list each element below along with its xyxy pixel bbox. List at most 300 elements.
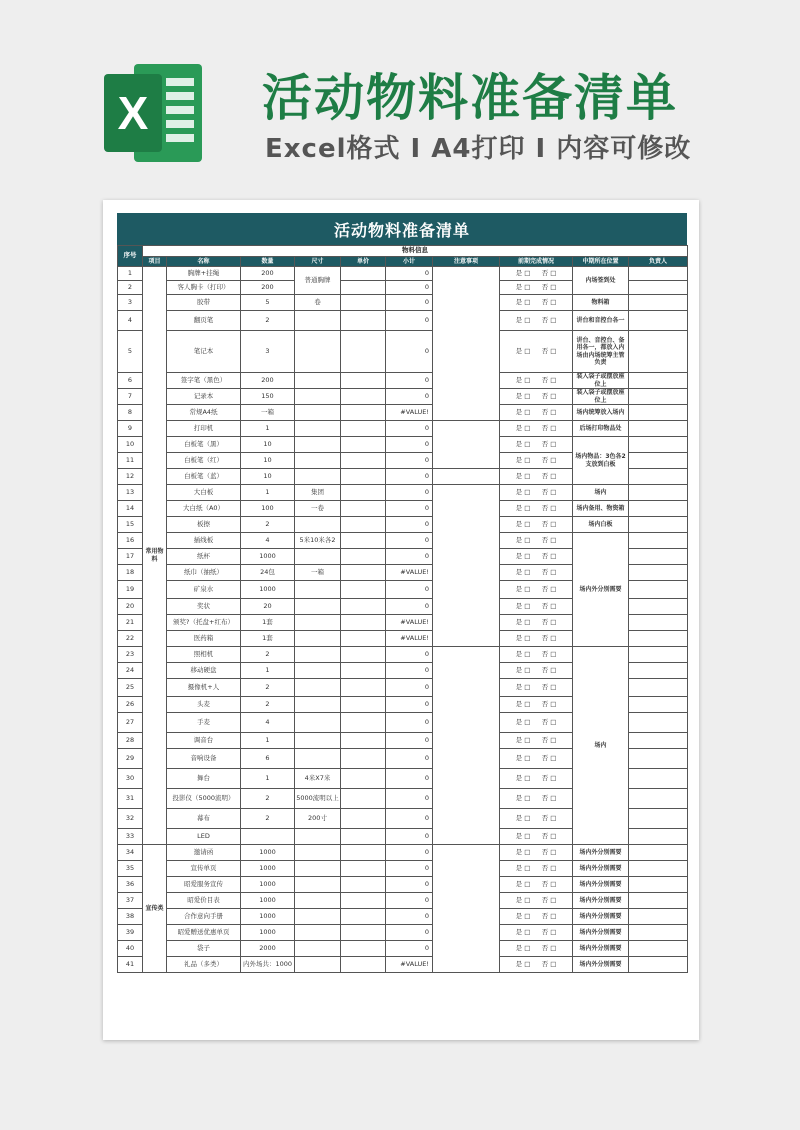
cell-position: 物料箱 bbox=[573, 295, 629, 311]
cell-done[interactable] bbox=[500, 647, 573, 663]
checkbox-no[interactable]: 否 □ bbox=[541, 282, 557, 291]
checkbox-no[interactable]: 否 □ bbox=[541, 519, 557, 528]
checkbox-yes[interactable]: 是 □ bbox=[515, 649, 531, 658]
table-row bbox=[118, 517, 688, 533]
checkbox-yes[interactable]: 是 □ bbox=[515, 282, 531, 291]
cell-size bbox=[295, 861, 341, 877]
cell-price bbox=[341, 501, 386, 517]
cell-seq: 18 bbox=[118, 565, 143, 581]
cell-notes bbox=[433, 647, 500, 845]
cell-owner bbox=[629, 501, 688, 517]
cell-seq: 25 bbox=[118, 679, 143, 697]
cell-owner bbox=[629, 389, 688, 405]
cell-done[interactable] bbox=[500, 809, 573, 829]
checkbox-no[interactable]: 否 □ bbox=[541, 927, 557, 936]
cell-price bbox=[341, 615, 386, 631]
col-header-done: 前期完成情况 bbox=[500, 257, 573, 267]
col-header-category: 项目 bbox=[143, 257, 167, 267]
checkbox-yes[interactable]: 是 □ bbox=[515, 927, 531, 936]
checkbox-yes[interactable]: 是 □ bbox=[515, 584, 531, 593]
cell-seq: 40 bbox=[118, 941, 143, 957]
cell-done[interactable] bbox=[500, 769, 573, 789]
checkbox-yes[interactable]: 是 □ bbox=[515, 895, 531, 904]
cell-done[interactable] bbox=[500, 565, 573, 581]
cell-seq: 11 bbox=[118, 453, 143, 469]
col-header-subtotal: 小计 bbox=[386, 257, 433, 267]
cell-price bbox=[341, 281, 386, 295]
checkbox-no[interactable]: 否 □ bbox=[541, 455, 557, 464]
cell-name: 摄像机+人 bbox=[167, 679, 241, 697]
cell-done[interactable] bbox=[500, 941, 573, 957]
cell-done[interactable] bbox=[500, 549, 573, 565]
cell-price bbox=[341, 517, 386, 533]
cell-position: 讲台、音控台、备用各一，都放入内场由内场统筹主管负责 bbox=[573, 331, 629, 373]
cell-price bbox=[341, 581, 386, 599]
checkbox-yes[interactable]: 是 □ bbox=[515, 735, 531, 744]
checkbox-no[interactable]: 否 □ bbox=[541, 297, 557, 306]
cell-qty: 200 bbox=[241, 267, 295, 281]
checkbox-yes[interactable]: 是 □ bbox=[515, 959, 531, 968]
cell-seq: 16 bbox=[118, 533, 143, 549]
cell-owner bbox=[629, 295, 688, 311]
cell-notes bbox=[433, 267, 500, 421]
checkbox-yes[interactable]: 是 □ bbox=[515, 471, 531, 480]
cell-price bbox=[341, 331, 386, 373]
cell-subtotal: 0 bbox=[386, 533, 433, 549]
checkbox-no[interactable]: 否 □ bbox=[541, 665, 557, 674]
cell-name: 调音台 bbox=[167, 733, 241, 749]
cell-owner bbox=[629, 599, 688, 615]
cell-qty: 1 bbox=[241, 421, 295, 437]
cell-seq: 19 bbox=[118, 581, 143, 599]
checkbox-yes[interactable]: 是 □ bbox=[515, 699, 531, 708]
cell-owner bbox=[629, 581, 688, 599]
cell-subtotal: 0 bbox=[386, 295, 433, 311]
cell-done[interactable] bbox=[500, 615, 573, 631]
cell-size: 集团 bbox=[295, 485, 341, 501]
checkbox-no[interactable]: 否 □ bbox=[541, 773, 557, 782]
cell-subtotal: 0 bbox=[386, 281, 433, 295]
table-row bbox=[118, 957, 688, 973]
cell-done[interactable] bbox=[500, 469, 573, 485]
checkbox-yes[interactable]: 是 □ bbox=[515, 297, 531, 306]
cell-name: 合作意向手册 bbox=[167, 909, 241, 925]
cell-done[interactable] bbox=[500, 957, 573, 973]
checkbox-yes[interactable]: 是 □ bbox=[515, 268, 531, 277]
checkbox-yes[interactable]: 是 □ bbox=[515, 455, 531, 464]
cell-position: 场内外分别需要 bbox=[573, 845, 629, 861]
cell-seq: 32 bbox=[118, 809, 143, 829]
cell-price bbox=[341, 829, 386, 845]
checkbox-no[interactable]: 否 □ bbox=[541, 879, 557, 888]
cell-name: 翻页笔 bbox=[167, 311, 241, 331]
cell-qty: 2 bbox=[241, 809, 295, 829]
checkbox-no[interactable]: 否 □ bbox=[541, 831, 557, 840]
cell-size: 普通胸牌 bbox=[295, 267, 341, 295]
cell-size bbox=[295, 957, 341, 973]
excel-letter: X bbox=[104, 74, 162, 152]
cell-seq: 14 bbox=[118, 501, 143, 517]
checkbox-yes[interactable]: 是 □ bbox=[515, 535, 531, 544]
cell-price bbox=[341, 405, 386, 421]
cell-price bbox=[341, 421, 386, 437]
table-wrapper bbox=[117, 213, 687, 973]
checkbox-yes[interactable]: 是 □ bbox=[515, 439, 531, 448]
cell-done[interactable] bbox=[500, 581, 573, 599]
cell-price bbox=[341, 599, 386, 615]
cell-price bbox=[341, 485, 386, 501]
cell-owner bbox=[629, 713, 688, 733]
checkbox-no[interactable]: 否 □ bbox=[541, 535, 557, 544]
cell-seq: 28 bbox=[118, 733, 143, 749]
cell-subtotal: #VALUE! bbox=[386, 631, 433, 647]
cell-owner bbox=[629, 437, 688, 453]
checkbox-no[interactable]: 否 □ bbox=[541, 793, 557, 802]
checkbox-no[interactable]: 否 □ bbox=[541, 682, 557, 691]
cell-done[interactable] bbox=[500, 845, 573, 861]
checkbox-no[interactable]: 否 □ bbox=[541, 407, 557, 416]
checkbox-no[interactable]: 否 □ bbox=[541, 268, 557, 277]
checkbox-yes[interactable]: 是 □ bbox=[515, 879, 531, 888]
checkbox-no[interactable]: 否 □ bbox=[541, 567, 557, 576]
checkbox-yes[interactable]: 是 □ bbox=[515, 943, 531, 952]
cell-owner bbox=[629, 663, 688, 679]
cell-size bbox=[295, 405, 341, 421]
checkbox-yes[interactable]: 是 □ bbox=[515, 567, 531, 576]
checkbox-no[interactable]: 否 □ bbox=[541, 847, 557, 856]
checkbox-yes[interactable]: 是 □ bbox=[515, 665, 531, 674]
cell-done[interactable] bbox=[500, 663, 573, 679]
cell-seq: 10 bbox=[118, 437, 143, 453]
cell-size: 卷 bbox=[295, 295, 341, 311]
cell-name: 笔记本 bbox=[167, 331, 241, 373]
cell-done[interactable] bbox=[500, 311, 573, 331]
cell-price bbox=[341, 311, 386, 331]
checkbox-no[interactable]: 否 □ bbox=[541, 346, 557, 355]
checkbox-no[interactable]: 否 □ bbox=[541, 813, 557, 822]
checkbox-yes[interactable]: 是 □ bbox=[515, 773, 531, 782]
cell-done[interactable] bbox=[500, 389, 573, 405]
cell-subtotal: 0 bbox=[386, 877, 433, 893]
checkbox-no[interactable]: 否 □ bbox=[541, 895, 557, 904]
checkbox-no[interactable]: 否 □ bbox=[541, 315, 557, 324]
checkbox-yes[interactable]: 是 □ bbox=[515, 793, 531, 802]
checkbox-no[interactable]: 否 □ bbox=[541, 601, 557, 610]
col-header-name: 名称 bbox=[167, 257, 241, 267]
cell-position: 场内外分别需要 bbox=[573, 957, 629, 973]
cell-size: 一卷 bbox=[295, 501, 341, 517]
cell-name: 常规A4纸 bbox=[167, 405, 241, 421]
cell-price bbox=[341, 957, 386, 973]
cell-price bbox=[341, 631, 386, 647]
checkbox-no[interactable]: 否 □ bbox=[541, 551, 557, 560]
cell-qty: 10 bbox=[241, 437, 295, 453]
table-row bbox=[118, 845, 688, 861]
cell-qty: 1 bbox=[241, 769, 295, 789]
cell-size: 4米X7米 bbox=[295, 769, 341, 789]
cell-size bbox=[295, 331, 341, 373]
checkbox-no[interactable]: 否 □ bbox=[541, 863, 557, 872]
table-row bbox=[118, 311, 688, 331]
cell-subtotal: 0 bbox=[386, 485, 433, 501]
cell-qty: 200 bbox=[241, 373, 295, 389]
cell-seq: 27 bbox=[118, 713, 143, 733]
cell-owner bbox=[629, 957, 688, 973]
checkbox-yes[interactable]: 是 □ bbox=[515, 315, 531, 324]
cell-name: 袋子 bbox=[167, 941, 241, 957]
cell-qty: 内外场共：1000 bbox=[241, 957, 295, 973]
checkbox-no[interactable]: 否 □ bbox=[541, 649, 557, 658]
cell-done[interactable] bbox=[500, 453, 573, 469]
col-header-owner: 负责人 bbox=[629, 257, 688, 267]
cell-qty: 2 bbox=[241, 789, 295, 809]
cell-name: 矿泉水 bbox=[167, 581, 241, 599]
cell-owner bbox=[629, 909, 688, 925]
cell-seq: 15 bbox=[118, 517, 143, 533]
cell-seq: 39 bbox=[118, 925, 143, 941]
cell-name: 幕布 bbox=[167, 809, 241, 829]
cell-done[interactable] bbox=[500, 421, 573, 437]
checkbox-no[interactable]: 否 □ bbox=[541, 911, 557, 920]
cell-done[interactable] bbox=[500, 533, 573, 549]
cell-subtotal: 0 bbox=[386, 679, 433, 697]
checkbox-yes[interactable]: 是 □ bbox=[515, 911, 531, 920]
cell-qty: 20 bbox=[241, 599, 295, 615]
cell-owner bbox=[629, 421, 688, 437]
cell-qty: 1000 bbox=[241, 893, 295, 909]
table-row bbox=[118, 941, 688, 957]
checkbox-yes[interactable]: 是 □ bbox=[515, 407, 531, 416]
checkbox-no[interactable]: 否 □ bbox=[541, 487, 557, 496]
checkbox-no[interactable]: 否 □ bbox=[541, 959, 557, 968]
cell-price bbox=[341, 789, 386, 809]
cell-size bbox=[295, 663, 341, 679]
cell-price bbox=[341, 925, 386, 941]
cell-done[interactable] bbox=[500, 501, 573, 517]
checkbox-yes[interactable]: 是 □ bbox=[515, 753, 531, 762]
checkbox-no[interactable]: 否 □ bbox=[541, 943, 557, 952]
checkbox-no[interactable]: 否 □ bbox=[541, 717, 557, 726]
cell-price bbox=[341, 877, 386, 893]
materials-table bbox=[117, 245, 688, 973]
cell-seq: 12 bbox=[118, 469, 143, 485]
checkbox-yes[interactable]: 是 □ bbox=[515, 633, 531, 642]
checkbox-yes[interactable]: 是 □ bbox=[515, 551, 531, 560]
cell-name: 礼品（多类） bbox=[167, 957, 241, 973]
checkbox-no[interactable]: 否 □ bbox=[541, 439, 557, 448]
cell-name: 邀请函 bbox=[167, 845, 241, 861]
cell-subtotal: 0 bbox=[386, 769, 433, 789]
checkbox-yes[interactable]: 是 □ bbox=[515, 617, 531, 626]
banner bbox=[0, 0, 800, 195]
checkbox-yes[interactable]: 是 □ bbox=[515, 503, 531, 512]
cell-owner bbox=[629, 679, 688, 697]
cell-done[interactable] bbox=[500, 405, 573, 421]
column-header-row bbox=[118, 257, 688, 267]
cell-name: 奖状 bbox=[167, 599, 241, 615]
checkbox-no[interactable]: 否 □ bbox=[541, 584, 557, 593]
cell-done[interactable] bbox=[500, 331, 573, 373]
cell-subtotal: 0 bbox=[386, 581, 433, 599]
checkbox-no[interactable]: 否 □ bbox=[541, 391, 557, 400]
group-header: 物料信息 bbox=[143, 246, 688, 257]
cell-done[interactable] bbox=[500, 281, 573, 295]
cell-position: 场内外分别需要 bbox=[573, 909, 629, 925]
cell-done[interactable] bbox=[500, 679, 573, 697]
cell-done[interactable] bbox=[500, 829, 573, 845]
cell-subtotal: 0 bbox=[386, 941, 433, 957]
cell-seq: 36 bbox=[118, 877, 143, 893]
checkbox-yes[interactable]: 是 □ bbox=[515, 863, 531, 872]
cell-owner bbox=[629, 453, 688, 469]
cell-size bbox=[295, 679, 341, 697]
cell-done[interactable] bbox=[500, 749, 573, 769]
cell-price bbox=[341, 389, 386, 405]
table-row bbox=[118, 909, 688, 925]
cell-seq: 37 bbox=[118, 893, 143, 909]
checkbox-yes[interactable]: 是 □ bbox=[515, 487, 531, 496]
cell-owner bbox=[629, 373, 688, 389]
cell-qty: 1000 bbox=[241, 581, 295, 599]
checkbox-no[interactable]: 否 □ bbox=[541, 423, 557, 432]
cell-done[interactable] bbox=[500, 517, 573, 533]
cell-name: 大白板 bbox=[167, 485, 241, 501]
cell-seq: 24 bbox=[118, 663, 143, 679]
table-row bbox=[118, 437, 688, 453]
cell-qty: 1000 bbox=[241, 549, 295, 565]
cell-done[interactable] bbox=[500, 295, 573, 311]
cell-position: 场内白板 bbox=[573, 517, 629, 533]
checkbox-yes[interactable]: 是 □ bbox=[515, 831, 531, 840]
cell-qty: 100 bbox=[241, 501, 295, 517]
cell-name: 白板笔（黑） bbox=[167, 437, 241, 453]
cell-position: 场内外分别需要 bbox=[573, 925, 629, 941]
cell-size: 5米10米各2 bbox=[295, 533, 341, 549]
cell-qty: 2 bbox=[241, 517, 295, 533]
checkbox-yes[interactable]: 是 □ bbox=[515, 346, 531, 355]
cell-size bbox=[295, 925, 341, 941]
checkbox-no[interactable]: 否 □ bbox=[541, 735, 557, 744]
cell-price bbox=[341, 861, 386, 877]
cell-done[interactable] bbox=[500, 267, 573, 281]
checkbox-yes[interactable]: 是 □ bbox=[515, 601, 531, 610]
table-row bbox=[118, 925, 688, 941]
cell-size bbox=[295, 389, 341, 405]
cell-seq: 26 bbox=[118, 697, 143, 713]
cell-name: 投影仪（5000流明） bbox=[167, 789, 241, 809]
cell-name: 白板笔（蓝） bbox=[167, 469, 241, 485]
checkbox-no[interactable]: 否 □ bbox=[541, 753, 557, 762]
checkbox-yes[interactable]: 是 □ bbox=[515, 847, 531, 856]
checkbox-yes[interactable]: 是 □ bbox=[515, 375, 531, 384]
cell-subtotal: 0 bbox=[386, 373, 433, 389]
cell-done[interactable] bbox=[500, 909, 573, 925]
cell-name: 纸杯 bbox=[167, 549, 241, 565]
cell-qty bbox=[241, 829, 295, 845]
checkbox-yes[interactable]: 是 □ bbox=[515, 391, 531, 400]
cell-qty: 2 bbox=[241, 697, 295, 713]
cell-qty: 1000 bbox=[241, 909, 295, 925]
cell-price bbox=[341, 769, 386, 789]
cell-name: 胶带 bbox=[167, 295, 241, 311]
cell-position: 场内外分别需要 bbox=[573, 877, 629, 893]
cell-subtotal: 0 bbox=[386, 453, 433, 469]
cell-done[interactable] bbox=[500, 599, 573, 615]
checkbox-yes[interactable]: 是 □ bbox=[515, 717, 531, 726]
checkbox-no[interactable]: 否 □ bbox=[541, 633, 557, 642]
checkbox-yes[interactable]: 是 □ bbox=[515, 519, 531, 528]
cell-done[interactable] bbox=[500, 713, 573, 733]
checkbox-no[interactable]: 否 □ bbox=[541, 375, 557, 384]
cell-done[interactable] bbox=[500, 485, 573, 501]
checkbox-no[interactable]: 否 □ bbox=[541, 699, 557, 708]
cell-position: 内场签到处 bbox=[573, 267, 629, 295]
checkbox-no[interactable]: 否 □ bbox=[541, 471, 557, 480]
cell-done[interactable] bbox=[500, 789, 573, 809]
checkbox-yes[interactable]: 是 □ bbox=[515, 813, 531, 822]
col-header-qty: 数量 bbox=[241, 257, 295, 267]
cell-seq: 13 bbox=[118, 485, 143, 501]
cell-owner bbox=[629, 281, 688, 295]
cell-subtotal: 0 bbox=[386, 713, 433, 733]
cell-seq: 23 bbox=[118, 647, 143, 663]
col-header-seq: 序号 bbox=[118, 246, 143, 267]
cell-done[interactable] bbox=[500, 697, 573, 713]
checkbox-yes[interactable]: 是 □ bbox=[515, 423, 531, 432]
cell-size bbox=[295, 749, 341, 769]
cell-notes bbox=[433, 469, 500, 485]
cell-name: 白板笔（红） bbox=[167, 453, 241, 469]
cell-name: 打印机 bbox=[167, 421, 241, 437]
cell-owner bbox=[629, 749, 688, 769]
cell-name: 舞台 bbox=[167, 769, 241, 789]
cell-done[interactable] bbox=[500, 733, 573, 749]
cell-done[interactable] bbox=[500, 373, 573, 389]
cell-price bbox=[341, 647, 386, 663]
table-row bbox=[118, 501, 688, 517]
cell-done[interactable] bbox=[500, 631, 573, 647]
cell-size bbox=[295, 733, 341, 749]
cell-size: 200寸 bbox=[295, 809, 341, 829]
checkbox-yes[interactable]: 是 □ bbox=[515, 682, 531, 691]
cell-seq: 31 bbox=[118, 789, 143, 809]
cell-size bbox=[295, 877, 341, 893]
cell-subtotal: 0 bbox=[386, 829, 433, 845]
cell-done[interactable] bbox=[500, 861, 573, 877]
cell-done[interactable] bbox=[500, 437, 573, 453]
cell-seq: 35 bbox=[118, 861, 143, 877]
cell-name: 昭爱服务宣传 bbox=[167, 877, 241, 893]
cell-done[interactable] bbox=[500, 877, 573, 893]
table-row bbox=[118, 405, 688, 421]
cell-qty: 1套 bbox=[241, 631, 295, 647]
cell-name: 板擦 bbox=[167, 517, 241, 533]
checkbox-no[interactable]: 否 □ bbox=[541, 503, 557, 512]
cell-owner bbox=[629, 267, 688, 281]
cell-qty: 2 bbox=[241, 679, 295, 697]
cell-qty: 2000 bbox=[241, 941, 295, 957]
checkbox-no[interactable]: 否 □ bbox=[541, 617, 557, 626]
cell-done[interactable] bbox=[500, 893, 573, 909]
cell-seq: 34 bbox=[118, 845, 143, 861]
cell-done[interactable] bbox=[500, 925, 573, 941]
sheet-title: 活动物料准备清单 bbox=[117, 213, 687, 245]
cell-qty: 150 bbox=[241, 389, 295, 405]
cell-seq: 7 bbox=[118, 389, 143, 405]
cell-owner bbox=[629, 769, 688, 789]
cell-owner bbox=[629, 631, 688, 647]
col-header-notes: 注意事项 bbox=[433, 257, 500, 267]
